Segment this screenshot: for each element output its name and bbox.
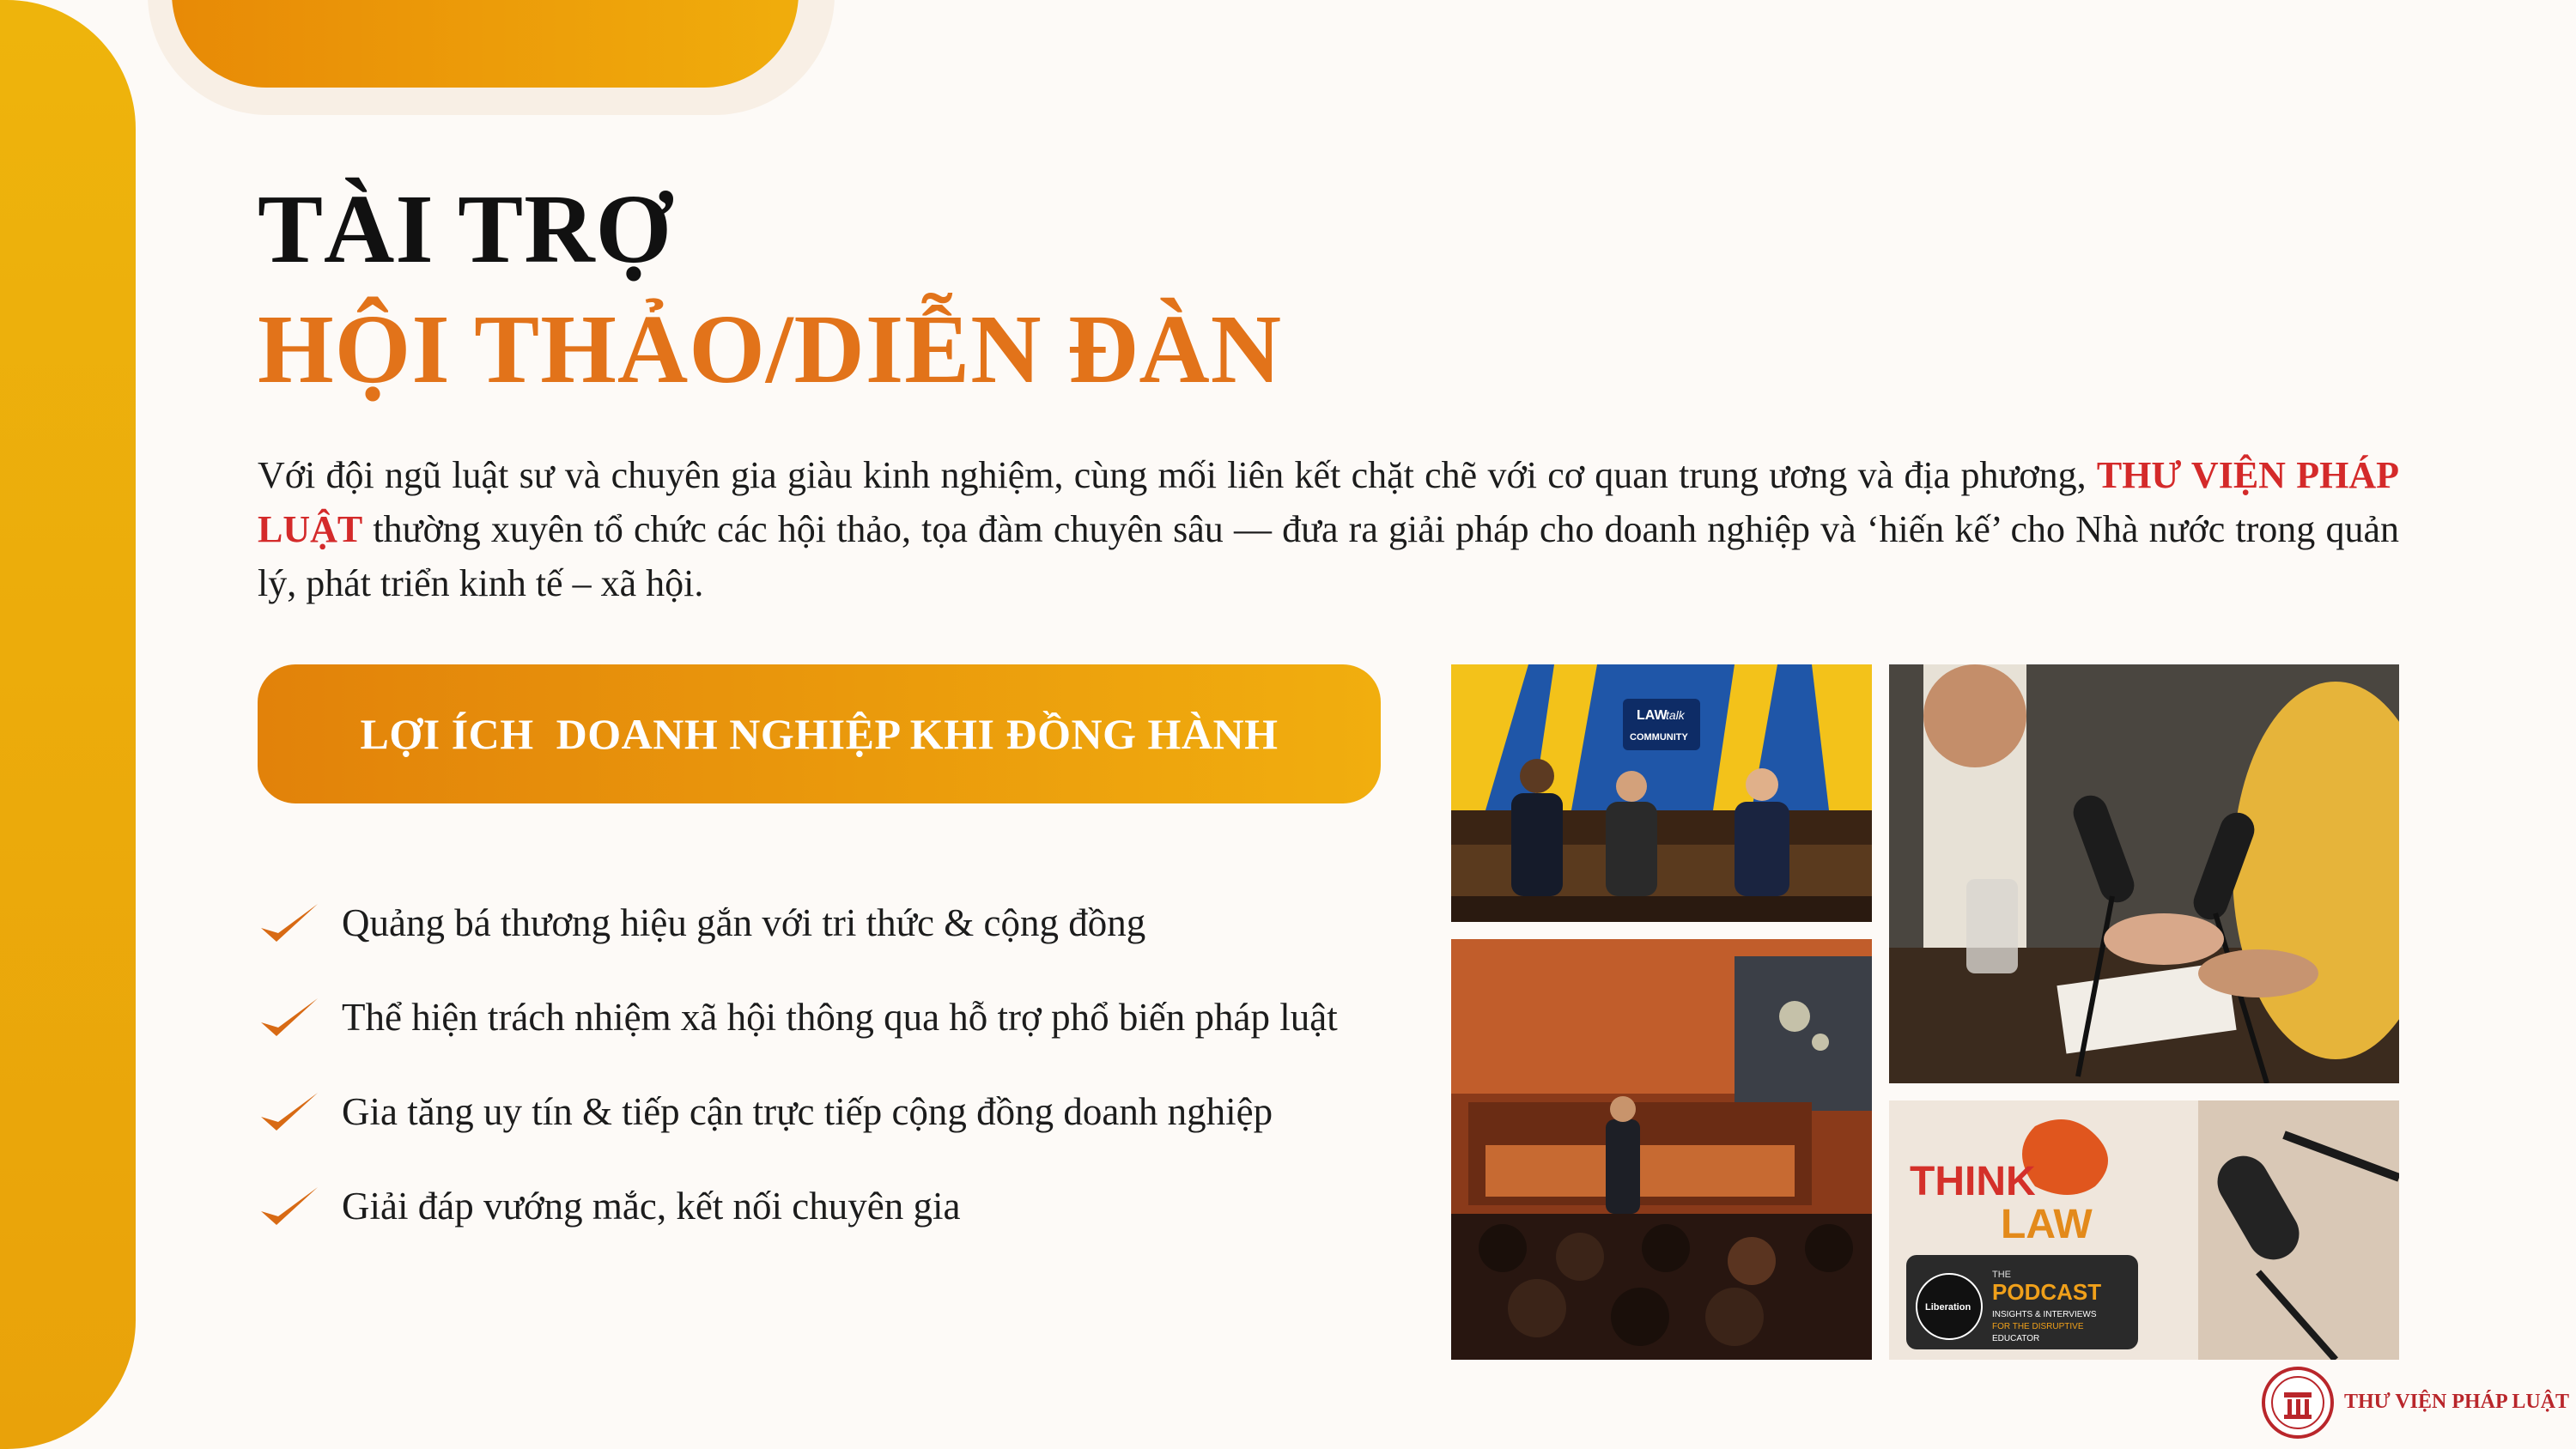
law-talk-illustration [1451, 664, 1872, 922]
podcast-sub-3: EDUCATOR [1992, 1334, 2040, 1343]
check-icon [258, 1182, 321, 1230]
liberation-badge: Liberation [1925, 1302, 1971, 1313]
benefits-heading: LỢI ÍCH DOANH NGHIỆP KHI ĐỒNG HÀNH [360, 710, 1279, 758]
benefits-heading-pill [258, 664, 1381, 803]
benefit-item [258, 970, 1338, 1064]
benefits-list [258, 876, 1338, 1253]
intro-brand: THƯ VIỆN PHÁP LUẬT [258, 454, 2399, 550]
benefit-item [258, 1064, 1338, 1159]
left-decor-band [0, 0, 136, 1449]
photo-think-law-podcast [1889, 1100, 2399, 1360]
title-line-2: HỘI THẢO/DIỄN ĐÀN [258, 294, 1283, 403]
think-law-word-1: THINK [1910, 1159, 2036, 1204]
photo-podcast-microphones [1889, 664, 2399, 1083]
podcast-sub-1: INSIGHTS & INTERVIEWS [1992, 1310, 2097, 1319]
benefit-text: Quảng bá thương hiệu gắn với tri thức & cộng đồng [342, 901, 1146, 944]
benefit-item [258, 1159, 1338, 1253]
think-law-word-2: LAW [2001, 1202, 2093, 1247]
footer-brand: THƯ VIỆN PHÁP LUẬT [2344, 1391, 2570, 1413]
podcast-sub-2: FOR THE DISRUPTIVE [1992, 1322, 2084, 1331]
intro-text-after: thường xuyên tổ chức các hội thảo, tọa đàm chuyên sâu — đưa ra giải pháp cho doanh nghiệp và ‘hiến kế’ cho Nhà nước trong quản lý, phát triển kinh tế – xã hội. [258, 508, 2399, 604]
podcast-illustration [1889, 664, 2399, 1083]
podcast-word: PODCAST [1992, 1279, 2102, 1305]
intro-paragraph [258, 448, 2399, 610]
check-icon [258, 1088, 321, 1136]
law-talk-logo-1: LAW [1637, 708, 1668, 723]
intro-text-before: Với đội ngũ luật sư và chuyên gia giàu kinh nghiệm, cùng mối liên kết chặt chẽ với cơ quan trung ương và địa phương, [258, 454, 2097, 496]
title-line-1: TÀI TRỢ [258, 174, 673, 283]
benefit-text: Gia tăng uy tín & tiếp cận trực tiếp cộng đồng doanh nghiệp [342, 1090, 1273, 1133]
law-talk-logo-3: COMMUNITY [1630, 732, 1688, 743]
conference-illustration [1451, 939, 1872, 1360]
top-decor-blob [172, 0, 799, 88]
photo-conference-speaker [1451, 939, 1872, 1360]
check-icon [258, 899, 321, 947]
check-icon [258, 993, 321, 1041]
think-law-illustration [1889, 1100, 2399, 1360]
benefit-text: Thể hiện trách nhiệm xã hội thông qua hỗ trợ phổ biến pháp luật [342, 996, 1338, 1039]
law-talk-logo-2: talk [1666, 708, 1685, 722]
benefit-item [258, 876, 1338, 970]
podcast-the: THE [1992, 1270, 2011, 1280]
photo-law-talk-show [1451, 664, 1872, 922]
thu-vien-phap-luat-logo [2262, 1367, 2334, 1439]
benefit-text: Giải đáp vướng mắc, kết nối chuyên gia [342, 1185, 961, 1228]
